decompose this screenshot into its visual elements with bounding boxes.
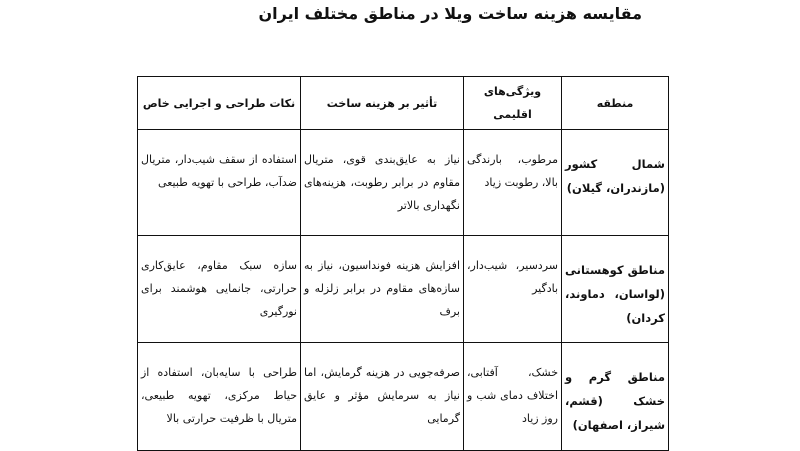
cell-climate: مرطوب، بارندگی بالا، رطوبت زیاد — [464, 130, 562, 236]
cell-climate: خشک، آفتابی، اختلاف دمای شب و روز زیاد — [464, 343, 562, 451]
cell-cost-impact: افزایش هزینه فونداسیون، نیاز به سازه‌های مقاوم در برابر زلزله و برف — [301, 236, 464, 343]
header-climate: ویژگی‌های اقلیمی — [464, 77, 562, 130]
header-design-notes: نکات طراحی و اجرایی خاص — [138, 77, 301, 130]
comparison-table — [137, 76, 669, 451]
table-row — [138, 236, 669, 343]
cell-cost-impact: نیاز به عایق‌بندی قوی، متریال مقاوم در برابر رطوبت، هزینه‌های نگهداری بالاتر — [301, 130, 464, 236]
cell-region: مناطق گرم و خشک (قشم، شیراز، اصفهان) — [562, 343, 669, 451]
cell-design-notes: سازه سبک مقاوم، عایق‌کاری حرارتی، جانمایی هوشمند برای نورگیری — [138, 236, 301, 343]
header-cost-impact: تأثیر بر هزینه ساخت — [301, 77, 464, 130]
cell-design-notes: طراحی با سایه‌بان، استفاده از حیاط مرکزی، تهویه طبیعی، متریال با ظرفیت حرارتی بالا — [138, 343, 301, 451]
header-region: منطقه — [562, 77, 669, 130]
cell-cost-impact: صرفه‌جویی در هزینه گرمایش، اما نیاز به سرمایش مؤثر و عایق گرمایی — [301, 343, 464, 451]
cell-climate: سردسیر، شیب‌دار، بادگیر — [464, 236, 562, 343]
table-row — [138, 343, 669, 451]
page-title: مقایسه هزینه ساخت ویلا در مناطق مختلف ایران — [258, 4, 642, 23]
table-row — [138, 130, 669, 236]
cell-design-notes: استفاده از سقف شیب‌دار، متریال ضدآب، طراحی با تهویه طبیعی — [138, 130, 301, 236]
cell-region: مناطق کوهستانی (لواسان، دماوند، کردان) — [562, 236, 669, 343]
cell-region: شمال کشور (مازندران، گیلان) — [562, 130, 669, 236]
table-header-row — [138, 77, 669, 130]
